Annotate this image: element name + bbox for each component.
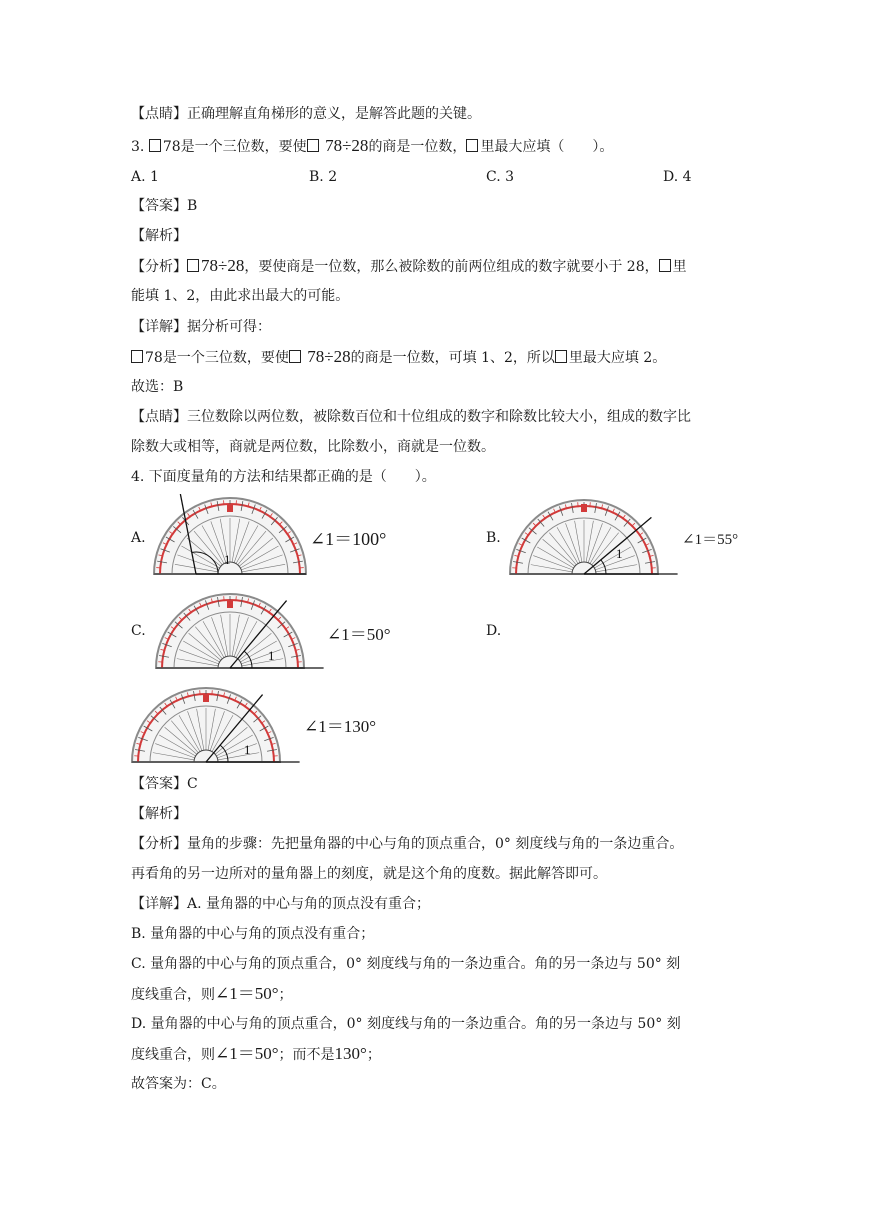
blank-box (289, 350, 301, 363)
key-point-line-1: 【点睛】正确理解直角梯形的意义，是解答此题的关键。 (131, 106, 481, 122)
conclusion-4: 故答案为：C。 (131, 1076, 226, 1092)
option-a: A. 1 (131, 169, 159, 185)
protractor-figure-d (128, 684, 303, 766)
protractor-top-mark (227, 600, 233, 608)
analysis-4-line-1: 【分析】量角的步骤：先把量角器的中心与角的顶点重合，0° 刻度线与角的一条边重合。 (131, 836, 684, 852)
protractor-top-mark (581, 504, 587, 512)
question-4: 4. 下面度量角的方法和结果都正确的是（ ）。 (131, 469, 436, 485)
angle-mark-label: 1 (268, 648, 275, 663)
math-expression: 78÷28 (325, 136, 369, 155)
answer-4: 【答案】C (131, 776, 198, 792)
protractor-figure-b (508, 494, 683, 578)
protractor-top-mark (227, 504, 233, 512)
question-3: 3. 78是一个三位数，要使 78÷28的商是一位数， 里最大应填（ ）。 (131, 136, 614, 155)
analysis-4-line-2: 再看角的另一边所对的量角器上的刻度，就是这个角的度数。据此解答即可。 (131, 866, 607, 882)
analysis-3-line-1: 【分析】 78÷28，要使商是一位数，那么被除数的前两位组成的数字就要小于 28， 里 (131, 256, 687, 275)
detail-4-line-4: 度线重合，则∠1＝50°； (131, 984, 293, 1003)
choice-3: 故选：B (131, 379, 184, 395)
angle-label-b: ∠1＝55° (682, 532, 739, 548)
option-c: C. 3 (486, 169, 515, 185)
analysis-heading-4: 【解析】 (131, 806, 187, 822)
figure-letter-a: A. (131, 530, 146, 546)
protractor-top-mark (203, 694, 209, 702)
angle-mark-label: 1 (244, 742, 251, 757)
protractor-figure-c (150, 590, 325, 672)
detail-3-line: 78是一个三位数，要使 78÷28的商是一位数，可填 1、2，所以 里最大应填 2。 (131, 347, 666, 368)
detail-4-line-5: D. 量角器的中心与角的顶点重合，0° 刻度线与角的一条边重合。角的另一条边与 50° 刻 (131, 1016, 681, 1032)
blank-box (307, 139, 319, 152)
analysis-heading-3: 【解析】 (131, 228, 187, 244)
blank-box (659, 259, 671, 272)
option-d: D. 4 (663, 169, 692, 185)
blank-box (555, 350, 567, 363)
angle-mark-label: 1 (616, 546, 623, 561)
angle-label-d: ∠1＝130° (304, 717, 377, 736)
detail-4-line-1: 【详解】A. 量角器的中心与角的顶点没有重合； (131, 896, 431, 912)
angle-label-a: ∠1＝100° (310, 529, 387, 549)
analysis-3-line-2: 能填 1、2，由此求出最大的可能。 (131, 288, 350, 304)
blank-box (187, 259, 199, 272)
key-point-3-line-2: 除数大或相等，商就是两位数，比除数小，商就是一位数。 (131, 439, 495, 455)
angle-mark-label: 1 (224, 552, 231, 567)
detail-4-line-2: B. 量角器的中心与角的顶点没有重合； (131, 926, 375, 942)
option-b: B. 2 (309, 169, 338, 185)
answer-3: 【答案】B (131, 198, 198, 214)
protractor-figure-a (150, 494, 310, 578)
angle-label-c: ∠1＝50° (327, 625, 391, 644)
question-number: 3. (131, 139, 145, 155)
key-point-3-line-1: 【点睛】三位数除以两位数，被除数百位和十位组成的数字和除数比较大小，组成的数字比 (131, 409, 691, 425)
blank-box (131, 350, 143, 363)
blank-box (466, 139, 478, 152)
blank-box (149, 139, 161, 152)
figure-letter-c: C. (131, 623, 146, 639)
detail-3-heading: 【详解】据分析可得： (131, 319, 271, 335)
figure-letter-d: D. (486, 623, 502, 639)
detail-4-line-3: C. 量角器的中心与角的顶点重合，0° 刻度线与角的一条边重合。角的另一条边与 50° 刻 (131, 956, 681, 972)
figure-letter-b: B. (486, 530, 501, 546)
detail-4-line-6: 度线重合，则∠1＝50°；而不是130°； (131, 1044, 381, 1063)
